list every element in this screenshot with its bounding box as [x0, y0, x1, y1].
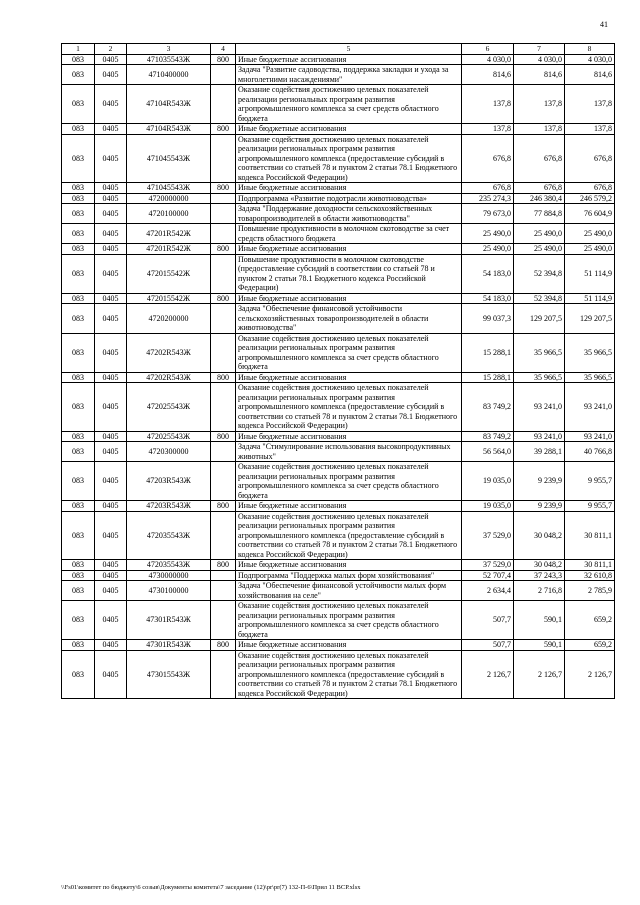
section-code-cell: 0405	[95, 640, 127, 651]
item-name-cell: Иные бюджетные ассигнования	[236, 640, 462, 651]
section-code-cell: 0405	[95, 134, 127, 183]
amount-year1-cell: 235 274,3	[462, 193, 514, 204]
grbs-code-cell: 083	[62, 601, 95, 640]
expense-type-cell	[211, 65, 236, 85]
expense-type-cell	[211, 193, 236, 204]
table-row	[62, 640, 615, 651]
table-row	[62, 224, 615, 244]
expense-type-cell	[211, 204, 236, 224]
target-article-cell: 47104R543Ж	[127, 124, 211, 135]
amount-year1-cell: 54 183,0	[462, 293, 514, 304]
target-article-cell: 4710400000	[127, 65, 211, 85]
amount-year2-cell: 9 239,9	[514, 462, 565, 501]
amount-year2-cell: 676,8	[514, 183, 565, 194]
expense-type-cell	[211, 383, 236, 432]
amount-year2-cell: 129 207,5	[514, 304, 565, 334]
table-row	[62, 431, 615, 442]
amount-year2-cell: 52 394,8	[514, 293, 565, 304]
expense-type-cell	[211, 254, 236, 293]
expense-type-cell: 800	[211, 183, 236, 194]
grbs-code-cell: 083	[62, 501, 95, 512]
expense-type-cell	[211, 511, 236, 560]
expense-type-cell: 800	[211, 124, 236, 135]
header-cell-1: 1	[62, 44, 95, 55]
target-article-cell: 4720200000	[127, 304, 211, 334]
expense-type-cell: 800	[211, 54, 236, 65]
grbs-code-cell: 083	[62, 581, 95, 601]
table-row	[62, 254, 615, 293]
amount-year3-cell: 35 966,5	[565, 333, 615, 372]
amount-year1-cell: 37 529,0	[462, 560, 514, 571]
amount-year3-cell: 9 955,7	[565, 501, 615, 512]
expense-type-cell	[211, 462, 236, 501]
expense-type-cell	[211, 134, 236, 183]
amount-year2-cell: 30 048,2	[514, 560, 565, 571]
section-code-cell: 0405	[95, 501, 127, 512]
table-row	[62, 193, 615, 204]
section-code-cell: 0405	[95, 372, 127, 383]
expense-type-cell: 800	[211, 293, 236, 304]
amount-year3-cell: 30 811,1	[565, 560, 615, 571]
amount-year1-cell: 676,8	[462, 183, 514, 194]
item-name-cell: Иные бюджетные ассигнования	[236, 560, 462, 571]
amount-year1-cell: 25 490,0	[462, 224, 514, 244]
amount-year1-cell: 2 634,4	[462, 581, 514, 601]
grbs-code-cell: 083	[62, 640, 95, 651]
amount-year2-cell: 93 241,0	[514, 383, 565, 432]
amount-year2-cell: 35 966,5	[514, 372, 565, 383]
amount-year3-cell: 32 610,8	[565, 570, 615, 581]
amount-year1-cell: 676,8	[462, 134, 514, 183]
section-code-cell: 0405	[95, 124, 127, 135]
amount-year3-cell: 76 604,9	[565, 204, 615, 224]
table-row	[62, 54, 615, 65]
table-row	[62, 204, 615, 224]
amount-year2-cell: 30 048,2	[514, 511, 565, 560]
amount-year1-cell: 15 288,1	[462, 333, 514, 372]
amount-year3-cell: 659,2	[565, 601, 615, 640]
header-cell-5: 5	[236, 44, 462, 55]
item-name-cell: Оказание содействия достижению целевых показателей реализации региональных программ развития агропромышленного комплекса за счет средств областного бюджета	[236, 333, 462, 372]
table-row	[62, 560, 615, 571]
target-article-cell: 472025543Ж	[127, 431, 211, 442]
section-code-cell: 0405	[95, 560, 127, 571]
section-code-cell: 0405	[95, 581, 127, 601]
amount-year3-cell: 814,6	[565, 65, 615, 85]
item-name-cell: Иные бюджетные ассигнования	[236, 293, 462, 304]
amount-year2-cell: 2 716,8	[514, 581, 565, 601]
amount-year2-cell: 25 490,0	[514, 244, 565, 255]
item-name-cell: Иные бюджетные ассигнования	[236, 244, 462, 255]
table-row	[62, 511, 615, 560]
grbs-code-cell: 083	[62, 650, 95, 699]
header-cell-2: 2	[95, 44, 127, 55]
item-name-cell: Иные бюджетные ассигнования	[236, 183, 462, 194]
item-name-cell: Оказание содействия достижению целевых показателей реализации региональных программ развития агропромышленного комплекса за счет средств областного бюджета	[236, 85, 462, 124]
grbs-code-cell: 083	[62, 431, 95, 442]
item-name-cell: Задача "Обеспечение финансовой устойчивости сельскохозяйственных товаропроизводителей в области животноводства"	[236, 304, 462, 334]
table-row	[62, 134, 615, 183]
section-code-cell: 0405	[95, 204, 127, 224]
amount-year2-cell: 2 126,7	[514, 650, 565, 699]
amount-year1-cell: 15 288,1	[462, 372, 514, 383]
amount-year1-cell: 137,8	[462, 85, 514, 124]
table-row	[62, 65, 615, 85]
item-name-cell: Задача "Развитие садоводства, поддержка закладки и ухода за многолетними насаждениями"	[236, 65, 462, 85]
section-code-cell: 0405	[95, 304, 127, 334]
item-name-cell: Оказание содействия достижению целевых показателей реализации региональных программ развития агропромышленного комплекса (предоставление субсидий в соответствии со статьей 78 и пунктом 2 статьи 78.1 Бюджетного кодекса Российской Федерации)	[236, 511, 462, 560]
amount-year2-cell: 137,8	[514, 124, 565, 135]
table-row	[62, 124, 615, 135]
amount-year3-cell: 93 241,0	[565, 431, 615, 442]
table-header-row	[62, 44, 615, 55]
target-article-cell: 473015543Ж	[127, 650, 211, 699]
header-cell-4: 4	[211, 44, 236, 55]
grbs-code-cell: 083	[62, 85, 95, 124]
grbs-code-cell: 083	[62, 383, 95, 432]
target-article-cell: 4720000000	[127, 193, 211, 204]
amount-year3-cell: 93 241,0	[565, 383, 615, 432]
amount-year3-cell: 25 490,0	[565, 244, 615, 255]
section-code-cell: 0405	[95, 601, 127, 640]
amount-year1-cell: 56 564,0	[462, 442, 514, 462]
section-code-cell: 0405	[95, 570, 127, 581]
amount-year2-cell: 590,1	[514, 640, 565, 651]
expense-type-cell: 800	[211, 501, 236, 512]
section-code-cell: 0405	[95, 431, 127, 442]
table-row	[62, 462, 615, 501]
table-row	[62, 570, 615, 581]
target-article-cell: 4720300000	[127, 442, 211, 462]
page-number: 41	[600, 20, 608, 29]
item-name-cell: Задача "Поддержание доходности сельскохозяйственных товаропроизводителей в области животноводства"	[236, 204, 462, 224]
section-code-cell: 0405	[95, 254, 127, 293]
amount-year1-cell: 37 529,0	[462, 511, 514, 560]
grbs-code-cell: 083	[62, 511, 95, 560]
amount-year2-cell: 676,8	[514, 134, 565, 183]
target-article-cell: 471045543Ж	[127, 134, 211, 183]
item-name-cell: Оказание содействия достижению целевых показателей реализации региональных программ развития агропромышленного комплекса (предоставление субсидий в соответствии со статьей 78 и пунктом 2 статьи 78.1 Бюджетного кодекса Российской Федерации)	[236, 134, 462, 183]
item-name-cell: Оказание содействия достижению целевых показателей реализации региональных программ развития агропромышленного комплекса за счет средств областного бюджета	[236, 462, 462, 501]
section-code-cell: 0405	[95, 442, 127, 462]
item-name-cell: Иные бюджетные ассигнования	[236, 54, 462, 65]
target-article-cell: 471045543Ж	[127, 183, 211, 194]
expense-type-cell	[211, 442, 236, 462]
amount-year3-cell: 30 811,1	[565, 511, 615, 560]
expense-type-cell: 800	[211, 640, 236, 651]
expense-type-cell	[211, 581, 236, 601]
target-article-cell: 47202R543Ж	[127, 333, 211, 372]
amount-year2-cell: 35 966,5	[514, 333, 565, 372]
table-row	[62, 85, 615, 124]
amount-year1-cell: 99 037,3	[462, 304, 514, 334]
amount-year2-cell: 52 394,8	[514, 254, 565, 293]
grbs-code-cell: 083	[62, 304, 95, 334]
grbs-code-cell: 083	[62, 333, 95, 372]
amount-year1-cell: 83 749,2	[462, 431, 514, 442]
amount-year3-cell: 51 114,9	[565, 293, 615, 304]
table-row	[62, 333, 615, 372]
expense-type-cell: 800	[211, 560, 236, 571]
expense-type-cell	[211, 224, 236, 244]
amount-year1-cell: 19 035,0	[462, 462, 514, 501]
amount-year3-cell: 4 030,0	[565, 54, 615, 65]
target-article-cell: 4730000000	[127, 570, 211, 581]
amount-year2-cell: 9 239,9	[514, 501, 565, 512]
section-code-cell: 0405	[95, 293, 127, 304]
table-row	[62, 501, 615, 512]
amount-year3-cell: 2 785,9	[565, 581, 615, 601]
amount-year3-cell: 676,8	[565, 134, 615, 183]
grbs-code-cell: 083	[62, 204, 95, 224]
amount-year1-cell: 814,6	[462, 65, 514, 85]
amount-year1-cell: 4 030,0	[462, 54, 514, 65]
target-article-cell: 47203R543Ж	[127, 462, 211, 501]
amount-year2-cell: 590,1	[514, 601, 565, 640]
amount-year1-cell: 79 673,0	[462, 204, 514, 224]
amount-year3-cell: 129 207,5	[565, 304, 615, 334]
amount-year1-cell: 52 707,4	[462, 570, 514, 581]
amount-year1-cell: 83 749,2	[462, 383, 514, 432]
expense-type-cell: 800	[211, 431, 236, 442]
amount-year3-cell: 659,2	[565, 640, 615, 651]
expense-type-cell: 800	[211, 244, 236, 255]
table-row	[62, 601, 615, 640]
table-row	[62, 383, 615, 432]
section-code-cell: 0405	[95, 224, 127, 244]
amount-year1-cell: 507,7	[462, 640, 514, 651]
target-article-cell: 472035543Ж	[127, 511, 211, 560]
target-article-cell: 47203R543Ж	[127, 501, 211, 512]
table-row	[62, 581, 615, 601]
expense-type-cell	[211, 85, 236, 124]
target-article-cell: 472015542Ж	[127, 293, 211, 304]
grbs-code-cell: 083	[62, 462, 95, 501]
section-code-cell: 0405	[95, 650, 127, 699]
item-name-cell: Иные бюджетные ассигнования	[236, 501, 462, 512]
amount-year2-cell: 77 884,8	[514, 204, 565, 224]
grbs-code-cell: 083	[62, 570, 95, 581]
expense-type-cell	[211, 333, 236, 372]
table-row	[62, 304, 615, 334]
item-name-cell: Оказание содействия достижению целевых показателей реализации региональных программ развития агропромышленного комплекса (предоставление субсидий в соответствии со статьей 78 и пунктом 2 статьи 78.1 Бюджетного кодекса Российской Федерации)	[236, 650, 462, 699]
target-article-cell: 47201R542Ж	[127, 224, 211, 244]
target-article-cell: 472035543Ж	[127, 560, 211, 571]
item-name-cell: Иные бюджетные ассигнования	[236, 372, 462, 383]
section-code-cell: 0405	[95, 462, 127, 501]
grbs-code-cell: 083	[62, 442, 95, 462]
amount-year3-cell: 40 766,8	[565, 442, 615, 462]
item-name-cell: Повышение продуктивности в молочном скотоводстве за счет средств областного бюджета	[236, 224, 462, 244]
target-article-cell: 47104R543Ж	[127, 85, 211, 124]
expense-type-cell: 800	[211, 372, 236, 383]
budget-table	[61, 43, 615, 699]
item-name-cell: Задача "Стимулирование использования высокопродуктивных животных"	[236, 442, 462, 462]
item-name-cell: Повышение продуктивности в молочном скотоводстве (предоставление субсидий в соответствии со статьей 78 и пунктом 2 статьи 78.1 Бюджетного кодекса Российской Федерации)	[236, 254, 462, 293]
amount-year3-cell: 2 126,7	[565, 650, 615, 699]
section-code-cell: 0405	[95, 54, 127, 65]
amount-year1-cell: 2 126,7	[462, 650, 514, 699]
grbs-code-cell: 083	[62, 293, 95, 304]
table-row	[62, 372, 615, 383]
amount-year3-cell: 9 955,7	[565, 462, 615, 501]
amount-year3-cell: 137,8	[565, 124, 615, 135]
section-code-cell: 0405	[95, 511, 127, 560]
expense-type-cell	[211, 570, 236, 581]
amount-year2-cell: 25 490,0	[514, 224, 565, 244]
amount-year1-cell: 19 035,0	[462, 501, 514, 512]
expense-type-cell	[211, 650, 236, 699]
amount-year3-cell: 246 579,2	[565, 193, 615, 204]
table-body	[62, 44, 615, 699]
target-article-cell: 47201R542Ж	[127, 244, 211, 255]
target-article-cell: 47202R543Ж	[127, 372, 211, 383]
grbs-code-cell: 083	[62, 54, 95, 65]
section-code-cell: 0405	[95, 85, 127, 124]
section-code-cell: 0405	[95, 183, 127, 194]
amount-year3-cell: 676,8	[565, 183, 615, 194]
amount-year3-cell: 137,8	[565, 85, 615, 124]
section-code-cell: 0405	[95, 244, 127, 255]
expense-type-cell	[211, 304, 236, 334]
amount-year3-cell: 25 490,0	[565, 224, 615, 244]
amount-year3-cell: 51 114,9	[565, 254, 615, 293]
table-row	[62, 650, 615, 699]
item-name-cell: Подпрограмма "Поддержка малых форм хозяйствования"	[236, 570, 462, 581]
table-row	[62, 244, 615, 255]
target-article-cell: 472025543Ж	[127, 383, 211, 432]
amount-year2-cell: 137,8	[514, 85, 565, 124]
item-name-cell: Подпрограмма «Развитие подотрасли животноводства»	[236, 193, 462, 204]
table-row	[62, 183, 615, 194]
amount-year1-cell: 137,8	[462, 124, 514, 135]
item-name-cell: Иные бюджетные ассигнования	[236, 124, 462, 135]
amount-year2-cell: 37 243,3	[514, 570, 565, 581]
table-row	[62, 293, 615, 304]
item-name-cell: Оказание содействия достижению целевых показателей реализации региональных программ развития агропромышленного комплекса (предоставление субсидий в соответствии со статьей 78 и пунктом 2 статьи 78.1 Бюджетного кодекса Российской Федерации)	[236, 383, 462, 432]
grbs-code-cell: 083	[62, 65, 95, 85]
grbs-code-cell: 083	[62, 224, 95, 244]
amount-year2-cell: 246 380,4	[514, 193, 565, 204]
amount-year2-cell: 93 241,0	[514, 431, 565, 442]
section-code-cell: 0405	[95, 333, 127, 372]
grbs-code-cell: 083	[62, 560, 95, 571]
amount-year3-cell: 35 966,5	[565, 372, 615, 383]
item-name-cell: Задача "Обеспечение финансовой устойчивости малых форм хозяйствования на селе"	[236, 581, 462, 601]
amount-year2-cell: 4 030,0	[514, 54, 565, 65]
section-code-cell: 0405	[95, 193, 127, 204]
amount-year1-cell: 25 490,0	[462, 244, 514, 255]
table-row	[62, 442, 615, 462]
item-name-cell: Иные бюджетные ассигнования	[236, 431, 462, 442]
target-article-cell: 4720100000	[127, 204, 211, 224]
amount-year2-cell: 814,6	[514, 65, 565, 85]
amount-year1-cell: 507,7	[462, 601, 514, 640]
header-cell-7: 7	[514, 44, 565, 55]
target-article-cell: 4730100000	[127, 581, 211, 601]
section-code-cell: 0405	[95, 65, 127, 85]
header-cell-8: 8	[565, 44, 615, 55]
grbs-code-cell: 083	[62, 372, 95, 383]
target-article-cell: 471035543Ж	[127, 54, 211, 65]
amount-year2-cell: 39 288,1	[514, 442, 565, 462]
header-cell-3: 3	[127, 44, 211, 55]
target-article-cell: 472015542Ж	[127, 254, 211, 293]
grbs-code-cell: 083	[62, 134, 95, 183]
grbs-code-cell: 083	[62, 193, 95, 204]
grbs-code-cell: 083	[62, 124, 95, 135]
file-path-footer: \\Fs01\комитет по бюджету\6 созыв\Документы комитета\7 заседание (12)\pr\pr(7) 132-П-6\Прил 11 ВСР.xlsx	[61, 884, 361, 891]
target-article-cell: 47301R543Ж	[127, 640, 211, 651]
grbs-code-cell: 083	[62, 254, 95, 293]
expense-type-cell	[211, 601, 236, 640]
section-code-cell: 0405	[95, 383, 127, 432]
grbs-code-cell: 083	[62, 244, 95, 255]
grbs-code-cell: 083	[62, 183, 95, 194]
amount-year1-cell: 54 183,0	[462, 254, 514, 293]
target-article-cell: 47301R543Ж	[127, 601, 211, 640]
item-name-cell: Оказание содействия достижению целевых показателей реализации региональных программ развития агропромышленного комплекса за счет средств областного бюджета	[236, 601, 462, 640]
header-cell-6: 6	[462, 44, 514, 55]
